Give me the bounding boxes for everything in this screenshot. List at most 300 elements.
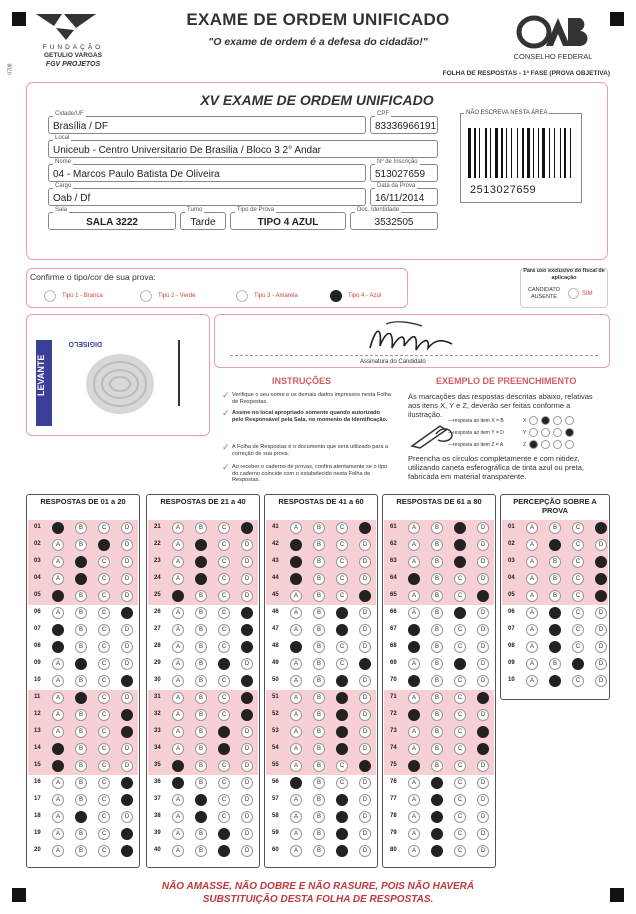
answer-bubble[interactable]: A xyxy=(408,845,420,857)
answer-bubble[interactable]: B xyxy=(75,760,87,772)
answer-bubble[interactable]: C xyxy=(572,539,584,551)
radio-circle[interactable] xyxy=(236,290,248,302)
answer-bubble[interactable]: A xyxy=(52,709,64,721)
answer-bubble[interactable]: B xyxy=(431,556,443,568)
answer-bubble[interactable]: B xyxy=(75,743,87,755)
answer-bubble[interactable]: B xyxy=(195,522,207,534)
answer-bubble[interactable]: A xyxy=(526,658,538,670)
answer-bubble[interactable]: A xyxy=(172,641,184,653)
answer-bubble[interactable]: C xyxy=(572,607,584,619)
answer-bubble[interactable]: D xyxy=(121,658,133,670)
answer-bubble[interactable]: D xyxy=(241,794,253,806)
answer-bubble[interactable]: A xyxy=(526,556,538,568)
answer-bubble[interactable]: D xyxy=(121,743,133,755)
answer-bubble[interactable]: B xyxy=(431,539,443,551)
answer-bubble[interactable]: C xyxy=(218,556,230,568)
answer-bubble[interactable]: B xyxy=(313,607,325,619)
answer-bubble[interactable]: C xyxy=(218,590,230,602)
answer-bubble[interactable]: C xyxy=(572,590,584,602)
answer-bubble[interactable]: A xyxy=(290,624,302,636)
answer-bubble[interactable]: A xyxy=(52,539,64,551)
answer-bubble[interactable]: C xyxy=(98,641,110,653)
answer-bubble[interactable]: A xyxy=(172,607,184,619)
answer-bubble[interactable]: D xyxy=(477,777,489,789)
answer-bubble[interactable]: D xyxy=(477,539,489,551)
radio-circle[interactable] xyxy=(44,290,56,302)
answer-bubble[interactable]: C xyxy=(98,539,110,551)
type-option-1[interactable]: Tipo 1 - Branca xyxy=(44,290,103,302)
answer-bubble[interactable]: A xyxy=(290,794,302,806)
answer-bubble[interactable]: A xyxy=(290,709,302,721)
answer-bubble[interactable]: D xyxy=(477,828,489,840)
answer-bubble[interactable]: A xyxy=(52,573,64,585)
answer-bubble[interactable]: C xyxy=(218,743,230,755)
answer-bubble[interactable]: A xyxy=(52,760,64,772)
answer-bubble[interactable]: D xyxy=(477,607,489,619)
answer-bubble[interactable]: D xyxy=(121,726,133,738)
answer-bubble[interactable]: D xyxy=(241,709,253,721)
answer-bubble[interactable]: B xyxy=(313,658,325,670)
answer-bubble[interactable]: C xyxy=(218,573,230,585)
answer-bubble[interactable]: A xyxy=(526,641,538,653)
answer-bubble[interactable]: C xyxy=(98,828,110,840)
answer-bubble[interactable]: B xyxy=(195,539,207,551)
answer-bubble[interactable]: B xyxy=(195,590,207,602)
answer-bubble[interactable]: A xyxy=(526,624,538,636)
answer-bubble[interactable]: D xyxy=(241,726,253,738)
answer-bubble[interactable]: C xyxy=(454,522,466,534)
answer-bubble[interactable]: B xyxy=(431,675,443,687)
answer-bubble[interactable]: C xyxy=(98,590,110,602)
answer-bubble[interactable]: A xyxy=(172,556,184,568)
answer-bubble[interactable]: D xyxy=(121,845,133,857)
answer-bubble[interactable]: A xyxy=(52,743,64,755)
answer-bubble[interactable]: D xyxy=(121,607,133,619)
answer-bubble[interactable]: B xyxy=(195,556,207,568)
answer-bubble[interactable]: A xyxy=(526,590,538,602)
answer-bubble[interactable]: A xyxy=(290,760,302,772)
answer-bubble[interactable]: A xyxy=(408,556,420,568)
answer-bubble[interactable]: C xyxy=(454,709,466,721)
answer-bubble[interactable]: C xyxy=(98,726,110,738)
answer-bubble[interactable]: D xyxy=(477,709,489,721)
answer-bubble[interactable]: A xyxy=(172,522,184,534)
radio-circle[interactable] xyxy=(140,290,152,302)
answer-bubble[interactable]: D xyxy=(121,692,133,704)
answer-bubble[interactable]: A xyxy=(290,539,302,551)
answer-bubble[interactable]: C xyxy=(336,556,348,568)
answer-bubble[interactable]: B xyxy=(75,607,87,619)
answer-bubble[interactable]: D xyxy=(121,777,133,789)
answer-bubble[interactable]: B xyxy=(431,828,443,840)
answer-bubble[interactable]: C xyxy=(454,658,466,670)
answer-bubble[interactable]: B xyxy=(313,539,325,551)
answer-bubble[interactable]: B xyxy=(195,811,207,823)
answer-bubble[interactable]: D xyxy=(477,743,489,755)
answer-bubble[interactable]: A xyxy=(172,658,184,670)
answer-bubble[interactable]: D xyxy=(359,658,371,670)
answer-bubble[interactable]: A xyxy=(172,726,184,738)
answer-bubble[interactable]: D xyxy=(359,641,371,653)
answer-bubble[interactable]: A xyxy=(52,692,64,704)
answer-bubble[interactable]: A xyxy=(408,777,420,789)
answer-bubble[interactable]: B xyxy=(431,777,443,789)
answer-bubble[interactable]: B xyxy=(549,556,561,568)
answer-bubble[interactable]: B xyxy=(75,573,87,585)
answer-bubble[interactable]: A xyxy=(290,556,302,568)
answer-bubble[interactable]: C xyxy=(98,743,110,755)
answer-bubble[interactable]: A xyxy=(290,828,302,840)
answer-bubble[interactable]: B xyxy=(431,794,443,806)
answer-bubble[interactable]: C xyxy=(572,573,584,585)
answer-bubble[interactable]: C xyxy=(454,794,466,806)
answer-bubble[interactable]: B xyxy=(75,777,87,789)
answer-bubble[interactable]: C xyxy=(218,794,230,806)
answer-bubble[interactable]: A xyxy=(52,658,64,670)
answer-bubble[interactable]: B xyxy=(75,692,87,704)
answer-bubble[interactable]: C xyxy=(218,675,230,687)
answer-bubble[interactable]: C xyxy=(218,607,230,619)
answer-bubble[interactable]: D xyxy=(359,573,371,585)
answer-bubble[interactable]: D xyxy=(477,624,489,636)
answer-bubble[interactable]: B xyxy=(431,709,443,721)
answer-bubble[interactable]: D xyxy=(477,675,489,687)
answer-bubble[interactable]: D xyxy=(359,556,371,568)
answer-bubble[interactable]: A xyxy=(408,539,420,551)
answer-bubble[interactable]: B xyxy=(431,692,443,704)
answer-bubble[interactable]: B xyxy=(195,709,207,721)
answer-bubble[interactable]: A xyxy=(172,692,184,704)
answer-bubble[interactable]: C xyxy=(336,743,348,755)
answer-bubble[interactable]: D xyxy=(121,709,133,721)
answer-bubble[interactable]: A xyxy=(52,556,64,568)
answer-bubble[interactable]: A xyxy=(172,777,184,789)
answer-bubble[interactable]: D xyxy=(595,590,607,602)
answer-bubble[interactable]: B xyxy=(313,760,325,772)
answer-bubble[interactable]: C xyxy=(572,556,584,568)
answer-bubble[interactable]: A xyxy=(408,573,420,585)
answer-bubble[interactable]: A xyxy=(172,845,184,857)
answer-bubble[interactable]: D xyxy=(595,556,607,568)
answer-bubble[interactable]: B xyxy=(313,794,325,806)
answer-bubble[interactable]: A xyxy=(408,624,420,636)
answer-bubble[interactable]: C xyxy=(218,539,230,551)
answer-bubble[interactable]: C xyxy=(572,658,584,670)
answer-bubble[interactable]: D xyxy=(241,658,253,670)
answer-bubble[interactable]: A xyxy=(52,726,64,738)
answer-bubble[interactable]: C xyxy=(336,811,348,823)
answer-bubble[interactable]: C xyxy=(218,828,230,840)
answer-bubble[interactable]: B xyxy=(75,845,87,857)
answer-bubble[interactable]: C xyxy=(98,624,110,636)
answer-bubble[interactable]: A xyxy=(172,828,184,840)
answer-bubble[interactable]: A xyxy=(290,811,302,823)
answer-bubble[interactable]: A xyxy=(408,811,420,823)
answer-bubble[interactable]: B xyxy=(549,624,561,636)
answer-bubble[interactable]: D xyxy=(477,658,489,670)
answer-bubble[interactable]: A xyxy=(526,539,538,551)
answer-bubble[interactable]: C xyxy=(336,641,348,653)
answer-bubble[interactable]: A xyxy=(172,573,184,585)
answer-bubble[interactable]: B xyxy=(313,522,325,534)
answer-bubble[interactable]: A xyxy=(290,607,302,619)
answer-bubble[interactable]: A xyxy=(408,675,420,687)
answer-bubble[interactable]: C xyxy=(98,777,110,789)
answer-bubble[interactable]: C xyxy=(572,522,584,534)
answer-bubble[interactable]: D xyxy=(121,641,133,653)
answer-bubble[interactable]: C xyxy=(454,726,466,738)
answer-bubble[interactable]: C xyxy=(336,522,348,534)
answer-bubble[interactable]: D xyxy=(359,692,371,704)
answer-bubble[interactable]: B xyxy=(195,828,207,840)
answer-bubble[interactable]: C xyxy=(98,607,110,619)
answer-bubble[interactable]: C xyxy=(98,573,110,585)
answer-bubble[interactable]: D xyxy=(121,811,133,823)
answer-bubble[interactable]: B xyxy=(549,539,561,551)
answer-bubble[interactable]: B xyxy=(549,675,561,687)
answer-bubble[interactable]: A xyxy=(172,709,184,721)
answer-bubble[interactable]: A xyxy=(408,692,420,704)
answer-bubble[interactable]: B xyxy=(431,726,443,738)
answer-bubble[interactable]: B xyxy=(431,760,443,772)
answer-bubble[interactable]: B xyxy=(75,590,87,602)
answer-bubble[interactable]: D xyxy=(477,573,489,585)
answer-bubble[interactable]: C xyxy=(454,641,466,653)
answer-bubble[interactable]: B xyxy=(195,641,207,653)
answer-bubble[interactable]: D xyxy=(241,743,253,755)
answer-bubble[interactable]: B xyxy=(549,522,561,534)
answer-bubble[interactable]: C xyxy=(454,539,466,551)
answer-bubble[interactable]: B xyxy=(195,675,207,687)
answer-bubble[interactable]: B xyxy=(195,658,207,670)
answer-bubble[interactable]: A xyxy=(52,845,64,857)
answer-bubble[interactable]: C xyxy=(98,556,110,568)
answer-bubble[interactable]: D xyxy=(121,794,133,806)
answer-bubble[interactable]: C xyxy=(336,794,348,806)
answer-bubble[interactable]: A xyxy=(408,794,420,806)
answer-bubble[interactable]: B xyxy=(313,573,325,585)
answer-bubble[interactable]: D xyxy=(477,692,489,704)
answer-bubble[interactable]: D xyxy=(241,760,253,772)
answer-bubble[interactable]: B xyxy=(431,743,443,755)
answer-bubble[interactable]: A xyxy=(290,845,302,857)
answer-bubble[interactable]: A xyxy=(526,607,538,619)
answer-bubble[interactable]: A xyxy=(408,743,420,755)
answer-bubble[interactable]: C xyxy=(218,692,230,704)
answer-bubble[interactable]: A xyxy=(52,641,64,653)
answer-bubble[interactable]: A xyxy=(52,607,64,619)
answer-bubble[interactable]: C xyxy=(336,845,348,857)
answer-bubble[interactable]: B xyxy=(313,726,325,738)
answer-bubble[interactable]: C xyxy=(336,777,348,789)
answer-bubble[interactable]: A xyxy=(172,624,184,636)
answer-bubble[interactable]: D xyxy=(477,845,489,857)
answer-bubble[interactable]: A xyxy=(52,522,64,534)
answer-bubble[interactable]: D xyxy=(595,624,607,636)
answer-bubble[interactable]: D xyxy=(477,522,489,534)
answer-bubble[interactable]: C xyxy=(98,709,110,721)
absent-option[interactable]: SIM xyxy=(568,288,593,299)
answer-bubble[interactable]: D xyxy=(121,573,133,585)
answer-bubble[interactable]: D xyxy=(241,573,253,585)
answer-bubble[interactable]: B xyxy=(431,573,443,585)
answer-bubble[interactable]: C xyxy=(454,607,466,619)
answer-bubble[interactable]: C xyxy=(572,675,584,687)
answer-bubble[interactable]: A xyxy=(408,709,420,721)
answer-bubble[interactable]: D xyxy=(241,556,253,568)
answer-bubble[interactable]: D xyxy=(477,590,489,602)
answer-bubble[interactable]: C xyxy=(218,777,230,789)
answer-bubble[interactable]: B xyxy=(195,573,207,585)
answer-bubble[interactable]: D xyxy=(595,675,607,687)
answer-bubble[interactable]: D xyxy=(359,624,371,636)
answer-bubble[interactable]: D xyxy=(595,658,607,670)
answer-bubble[interactable]: D xyxy=(121,828,133,840)
answer-bubble[interactable]: D xyxy=(241,845,253,857)
answer-bubble[interactable]: B xyxy=(75,658,87,670)
answer-bubble[interactable]: B xyxy=(431,624,443,636)
answer-bubble[interactable]: B xyxy=(75,522,87,534)
answer-bubble[interactable]: D xyxy=(241,828,253,840)
answer-bubble[interactable]: A xyxy=(290,573,302,585)
answer-bubble[interactable]: C xyxy=(98,811,110,823)
answer-bubble[interactable]: B xyxy=(195,760,207,772)
answer-bubble[interactable]: A xyxy=(290,641,302,653)
answer-bubble[interactable]: C xyxy=(572,624,584,636)
answer-bubble[interactable]: C xyxy=(454,760,466,772)
answer-bubble[interactable]: A xyxy=(290,777,302,789)
type-option-4[interactable]: Tipo 4 - Azul xyxy=(330,290,381,302)
answer-bubble[interactable]: B xyxy=(549,590,561,602)
answer-bubble[interactable]: C xyxy=(454,590,466,602)
answer-bubble[interactable]: C xyxy=(454,573,466,585)
answer-bubble[interactable]: C xyxy=(98,522,110,534)
type-option-2[interactable]: Tipo 2 - Verde xyxy=(140,290,195,302)
answer-bubble[interactable]: A xyxy=(408,522,420,534)
answer-bubble[interactable]: D xyxy=(477,726,489,738)
answer-bubble[interactable]: A xyxy=(172,675,184,687)
answer-bubble[interactable]: C xyxy=(454,845,466,857)
answer-bubble[interactable]: C xyxy=(336,624,348,636)
answer-bubble[interactable]: D xyxy=(359,522,371,534)
answer-bubble[interactable]: D xyxy=(241,624,253,636)
answer-bubble[interactable]: B xyxy=(195,777,207,789)
answer-bubble[interactable]: D xyxy=(595,539,607,551)
answer-bubble[interactable]: C xyxy=(454,777,466,789)
answer-bubble[interactable]: A xyxy=(172,590,184,602)
answer-bubble[interactable]: D xyxy=(121,624,133,636)
answer-bubble[interactable]: A xyxy=(52,590,64,602)
answer-bubble[interactable]: D xyxy=(121,522,133,534)
answer-bubble[interactable]: A xyxy=(172,743,184,755)
answer-bubble[interactable]: D xyxy=(477,811,489,823)
answer-bubble[interactable]: B xyxy=(195,607,207,619)
answer-bubble[interactable]: D xyxy=(359,811,371,823)
answer-bubble[interactable]: A xyxy=(52,794,64,806)
answer-bubble[interactable]: C xyxy=(336,607,348,619)
answer-bubble[interactable]: C xyxy=(218,811,230,823)
answer-bubble[interactable]: D xyxy=(241,675,253,687)
answer-bubble[interactable]: D xyxy=(595,607,607,619)
answer-bubble[interactable]: D xyxy=(477,556,489,568)
answer-bubble[interactable]: A xyxy=(290,522,302,534)
answer-bubble[interactable]: D xyxy=(477,760,489,772)
answer-bubble[interactable]: B xyxy=(313,777,325,789)
answer-bubble[interactable]: B xyxy=(549,573,561,585)
answer-bubble[interactable]: D xyxy=(359,794,371,806)
answer-bubble[interactable]: D xyxy=(359,828,371,840)
answer-bubble[interactable]: B xyxy=(75,709,87,721)
answer-bubble[interactable]: B xyxy=(195,692,207,704)
answer-bubble[interactable]: C xyxy=(218,522,230,534)
answer-bubble[interactable]: B xyxy=(75,828,87,840)
answer-bubble[interactable]: B xyxy=(431,590,443,602)
answer-bubble[interactable]: A xyxy=(408,607,420,619)
answer-bubble[interactable]: C xyxy=(454,624,466,636)
answer-bubble[interactable]: B xyxy=(195,743,207,755)
answer-bubble[interactable]: B xyxy=(431,641,443,653)
answer-bubble[interactable]: C xyxy=(336,726,348,738)
answer-bubble[interactable]: A xyxy=(408,658,420,670)
answer-bubble[interactable]: A xyxy=(408,726,420,738)
answer-bubble[interactable]: A xyxy=(172,760,184,772)
answer-bubble[interactable]: C xyxy=(454,692,466,704)
answer-bubble[interactable]: B xyxy=(75,726,87,738)
answer-bubble[interactable]: D xyxy=(477,794,489,806)
answer-bubble[interactable]: B xyxy=(313,811,325,823)
answer-bubble[interactable]: B xyxy=(431,658,443,670)
answer-bubble[interactable]: D xyxy=(241,607,253,619)
answer-bubble[interactable]: B xyxy=(75,624,87,636)
answer-bubble[interactable]: C xyxy=(98,794,110,806)
answer-bubble[interactable]: A xyxy=(408,828,420,840)
answer-bubble[interactable]: C xyxy=(218,760,230,772)
answer-bubble[interactable]: C xyxy=(98,760,110,772)
answer-bubble[interactable]: A xyxy=(290,658,302,670)
radio-circle[interactable] xyxy=(568,288,579,299)
answer-bubble[interactable]: D xyxy=(595,641,607,653)
answer-bubble[interactable]: B xyxy=(313,624,325,636)
answer-bubble[interactable]: A xyxy=(408,590,420,602)
answer-bubble[interactable]: C xyxy=(98,658,110,670)
answer-bubble[interactable]: B xyxy=(195,624,207,636)
answer-bubble[interactable]: D xyxy=(359,607,371,619)
answer-bubble[interactable]: D xyxy=(241,777,253,789)
answer-bubble[interactable]: B xyxy=(75,675,87,687)
answer-bubble[interactable]: A xyxy=(172,539,184,551)
answer-bubble[interactable]: C xyxy=(98,675,110,687)
answer-bubble[interactable]: A xyxy=(526,522,538,534)
radio-circle-selected[interactable] xyxy=(330,290,342,302)
answer-bubble[interactable]: D xyxy=(359,777,371,789)
answer-bubble[interactable]: B xyxy=(75,794,87,806)
answer-bubble[interactable]: B xyxy=(75,811,87,823)
answer-bubble[interactable]: D xyxy=(595,573,607,585)
answer-bubble[interactable]: B xyxy=(313,845,325,857)
answer-bubble[interactable]: D xyxy=(359,760,371,772)
answer-bubble[interactable]: C xyxy=(218,845,230,857)
answer-bubble[interactable]: B xyxy=(313,692,325,704)
answer-bubble[interactable]: C xyxy=(336,675,348,687)
answer-bubble[interactable]: D xyxy=(241,641,253,653)
answer-bubble[interactable]: D xyxy=(121,590,133,602)
answer-bubble[interactable]: B xyxy=(549,658,561,670)
answer-bubble[interactable]: A xyxy=(526,573,538,585)
answer-bubble[interactable]: A xyxy=(52,675,64,687)
answer-bubble[interactable]: D xyxy=(241,590,253,602)
answer-bubble[interactable]: B xyxy=(431,845,443,857)
answer-bubble[interactable]: B xyxy=(313,675,325,687)
